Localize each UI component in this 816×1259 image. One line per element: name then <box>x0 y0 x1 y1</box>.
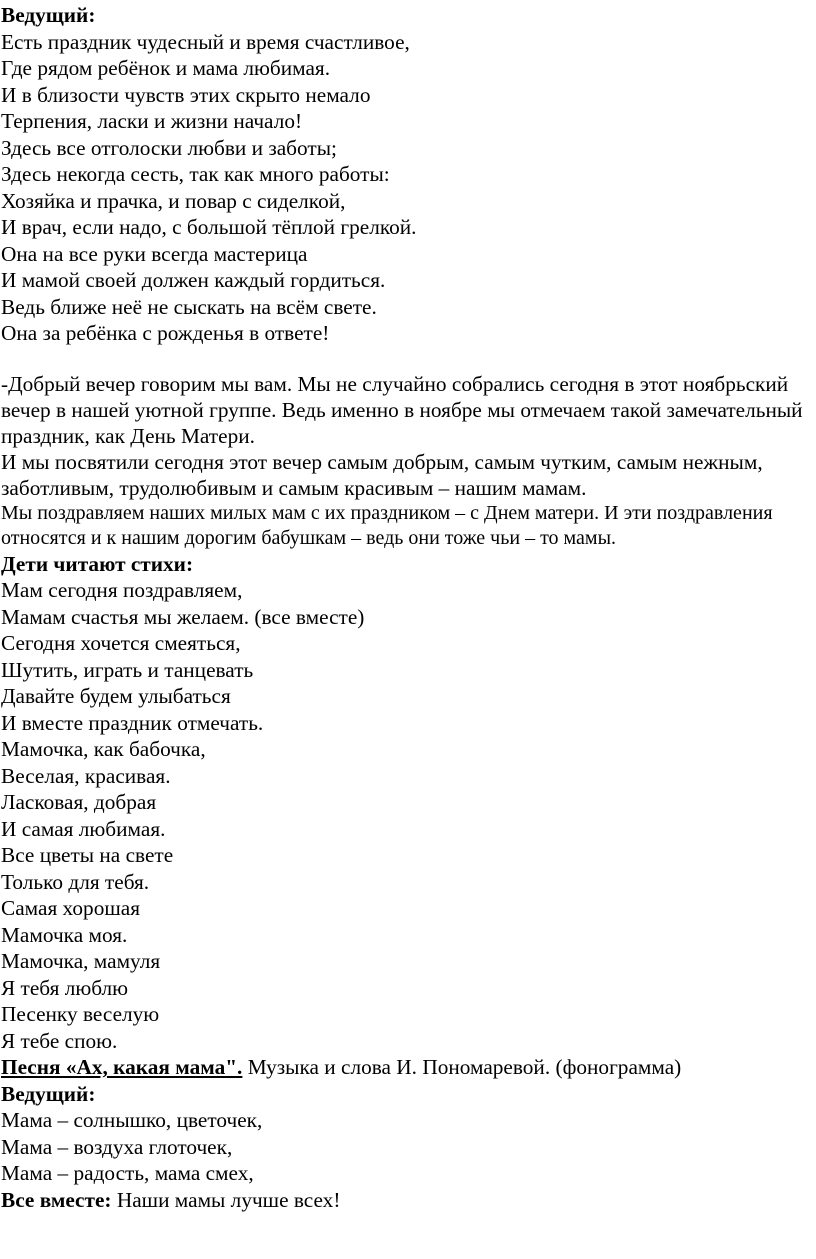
poem-line: Шутить, играть и танцевать <box>1 657 254 682</box>
poem-line: Хозяйка и прачка, и повар с сиделкой, <box>1 188 346 213</box>
poem-line: Мама – воздуха глоточек, <box>1 1134 233 1159</box>
poem-line: И врач, если надо, с большой тёплой грелкой. <box>1 215 417 239</box>
poem-line: Все цветы на свете <box>1 843 174 867</box>
closing-poem <box>1 1107 816 1187</box>
dedication-paragraph: И мы посвятили сегодня этот вечер самым добрым, самым чутким, самым нежным, заботливым, трудолюбивым и самым красивым – нашим мамам. <box>1 449 763 500</box>
poem-line: И вместе праздник отмечать. <box>1 710 264 735</box>
poem-line: Мама – солнышко, цветочек, <box>1 1108 263 1132</box>
final-text: Наши мамы лучше всех! <box>111 1187 341 1212</box>
poem-line: Где рядом ребёнок и мама любимая. <box>1 56 331 80</box>
poem-line: Я тебя люблю <box>1 975 129 1000</box>
children-poem <box>1 577 816 1054</box>
poem-line: Я тебе спою. <box>1 1028 118 1053</box>
speaker-heading: Ведущий: <box>1 1081 96 1106</box>
greeting-paragraph: -Добрый вечер говорим мы вам. Мы не случайно собрались сегодня в этот ноябрьский вечер в нашей уютной группе. Ведь именно в ноябре мы отмечаем такой замечательный праздник, как День Матери. <box>1 371 803 448</box>
song-line <box>1 1054 816 1081</box>
children-read-heading: Дети читают стихи: <box>1 551 194 576</box>
poem-line: Здесь некогда сесть, так как много работы: <box>1 162 390 186</box>
poem-line: И мамой своей должен каждый гордиться. <box>1 268 386 292</box>
poem-line: Она на все руки всегда мастерица <box>1 241 308 266</box>
poem-line: Только для тебя. <box>1 869 150 894</box>
song-credits: Музыка и слова И. Пономаревой. (фонограмма) <box>242 1055 682 1079</box>
poem-line: Самая хорошая <box>1 896 140 920</box>
speaker-heading: Ведущий: <box>1 3 96 27</box>
poem-line: Ведь ближе неё не сыскать на всём свете. <box>1 294 377 319</box>
poem-line: Мам сегодня поздравляем, <box>1 578 243 602</box>
poem-line: Веселая, красивая. <box>1 763 171 788</box>
poem-line: Песенку веселую <box>1 1002 160 1026</box>
poem-line: Давайте будем улыбаться <box>1 684 231 708</box>
final-label: Все вместе: <box>1 1187 112 1212</box>
poem-line: Мамам счастья мы желаем. (все вместе) <box>1 604 365 629</box>
poem-line: Сегодня хочется смеяться, <box>1 631 241 655</box>
poem-line: И самая любимая. <box>1 816 166 841</box>
paragraph-gap <box>1 347 816 371</box>
final-line <box>1 1187 816 1214</box>
song-title: Песня «Ах, какая мама". <box>1 1055 243 1079</box>
poem-line: Мамочка, как бабочка, <box>1 737 206 761</box>
congratulation-paragraph: Мы поздравляем наших милых мам с их праздником – с Днем матери. И эти поздравления относятся и к нашим дорогим бабушкам – ведь они тоже чьи – то мамы. <box>1 501 773 549</box>
poem-line: Терпения, ласки и жизни начало! <box>1 109 303 133</box>
poem-line: Она за ребёнка с рожденья в ответе! <box>1 321 330 345</box>
poem-line: Мамочка, мамуля <box>1 949 161 973</box>
poem-line: Здесь все отголоски любви и заботы; <box>1 135 337 160</box>
poem-line: Мама – радость, мама смех, <box>1 1161 254 1185</box>
poem-line: Мамочка моя. <box>1 922 128 947</box>
opening-poem <box>1 29 816 347</box>
poem-line: Есть праздник чудесный и время счастливое, <box>1 29 410 54</box>
poem-line: И в близости чувств этих скрыто немало <box>1 82 371 107</box>
poem-line: Ласковая, добрая <box>1 790 157 814</box>
